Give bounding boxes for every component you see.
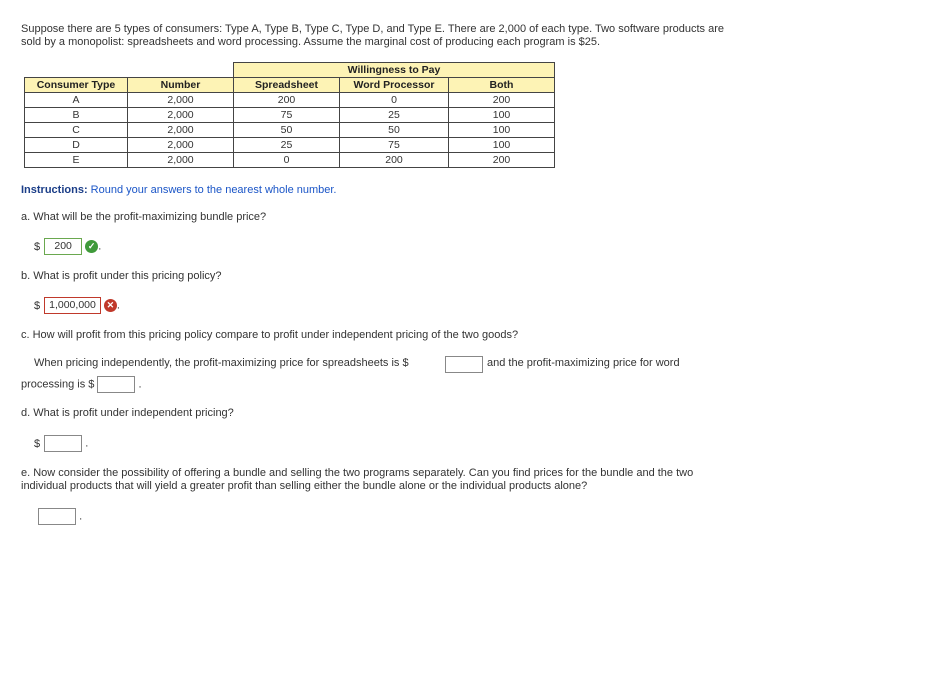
punctuation: . — [138, 378, 142, 391]
answer-a-row — [34, 238, 101, 255]
header-spreadsheet: Spreadsheet — [234, 78, 340, 93]
header-consumer-type: Consumer Type — [25, 78, 128, 93]
table-cell: 200 — [449, 153, 555, 168]
table-cell: 2,000 — [128, 93, 234, 108]
currency-symbol: $ — [34, 437, 41, 450]
table-cell: B — [25, 108, 128, 123]
punctuation: . — [116, 299, 120, 312]
currency-symbol: $ — [34, 299, 41, 312]
question-c-line2 — [21, 376, 142, 393]
problem-statement: Suppose there are 5 types of consumers: Type A, Type B, Type C, Type D, and Type E. There are 2,000 of each type. Two software products are sold by a monopolist: spreadsheets and word processing. Assume the marginal cost of producing each program is $25. — [21, 23, 724, 48]
table-cell: 100 — [449, 123, 555, 138]
table-row — [25, 138, 555, 153]
correct-check-icon: ✓ — [85, 240, 98, 253]
answer-d-row — [34, 435, 88, 452]
table-cell: 50 — [234, 123, 340, 138]
table-cell: 25 — [234, 138, 340, 153]
table-cell: 2,000 — [128, 123, 234, 138]
table-cell: 100 — [449, 108, 555, 123]
answer-a-input[interactable]: 200 — [44, 238, 82, 255]
header-word-processor: Word Processor — [340, 78, 449, 93]
group-header: Willingness to Pay — [234, 63, 555, 78]
currency-symbol: $ — [34, 240, 41, 253]
question-c-line1 — [34, 357, 409, 369]
willingness-to-pay-table — [24, 62, 555, 168]
table-row — [25, 93, 555, 108]
table-cell: C — [25, 123, 128, 138]
instructions-label: Instructions: — [21, 184, 88, 196]
table-cell: 200 — [340, 153, 449, 168]
table-row — [25, 153, 555, 168]
table-cell: 0 — [234, 153, 340, 168]
header-number: Number — [128, 78, 234, 93]
answer-e-row — [38, 508, 82, 525]
table-cell: 2,000 — [128, 108, 234, 123]
punctuation: . — [85, 437, 89, 450]
question-b: b. What is profit under this pricing policy? — [21, 270, 222, 282]
question-e: e. Now consider the possibility of offering a bundle and selling the two programs separately. Can you find prices for the bundle and the two individual products that will yield a greater profit than selling either the bundle alone or the individual products alone? — [21, 467, 694, 492]
incorrect-x-icon: ✕ — [104, 299, 117, 312]
table-cell: 100 — [449, 138, 555, 153]
table-cell: 25 — [340, 108, 449, 123]
punctuation: . — [79, 510, 83, 523]
instructions-text: Round your answers to the nearest whole number. — [87, 184, 337, 196]
question-c-sub3: processing is $ — [21, 378, 95, 391]
table-cell: 50 — [340, 123, 449, 138]
answer-b-row — [34, 297, 120, 314]
instructions — [21, 184, 337, 196]
question-c-sub1: When pricing independently, the profit-maximizing price for spreadsheets is $ — [34, 357, 409, 369]
table-cell: A — [25, 93, 128, 108]
question-c: c. How will profit from this pricing policy compare to profit under independent pricing of the two goods? — [21, 329, 519, 341]
answer-e-input[interactable] — [38, 508, 76, 525]
table-cell: 0 — [340, 93, 449, 108]
table-cell: 75 — [234, 108, 340, 123]
table-row — [25, 123, 555, 138]
table-cell: E — [25, 153, 128, 168]
table-cell: 75 — [340, 138, 449, 153]
table-cell: 2,000 — [128, 153, 234, 168]
question-c-sub2: and the profit-maximizing price for word — [487, 357, 680, 369]
table-cell: 200 — [449, 93, 555, 108]
answer-b-input[interactable]: 1,000,000 — [44, 297, 101, 314]
punctuation: . — [98, 240, 102, 253]
spreadsheet-price-input[interactable] — [445, 356, 483, 373]
question-a: a. What will be the profit-maximizing bundle price? — [21, 211, 267, 223]
table-cell: D — [25, 138, 128, 153]
table-cell: 200 — [234, 93, 340, 108]
independent-profit-input[interactable] — [44, 435, 82, 452]
table-cell: 2,000 — [128, 138, 234, 153]
question-d: d. What is profit under independent pricing? — [21, 407, 234, 419]
word-processing-price-input[interactable] — [97, 376, 135, 393]
table-row — [25, 108, 555, 123]
header-both: Both — [449, 78, 555, 93]
